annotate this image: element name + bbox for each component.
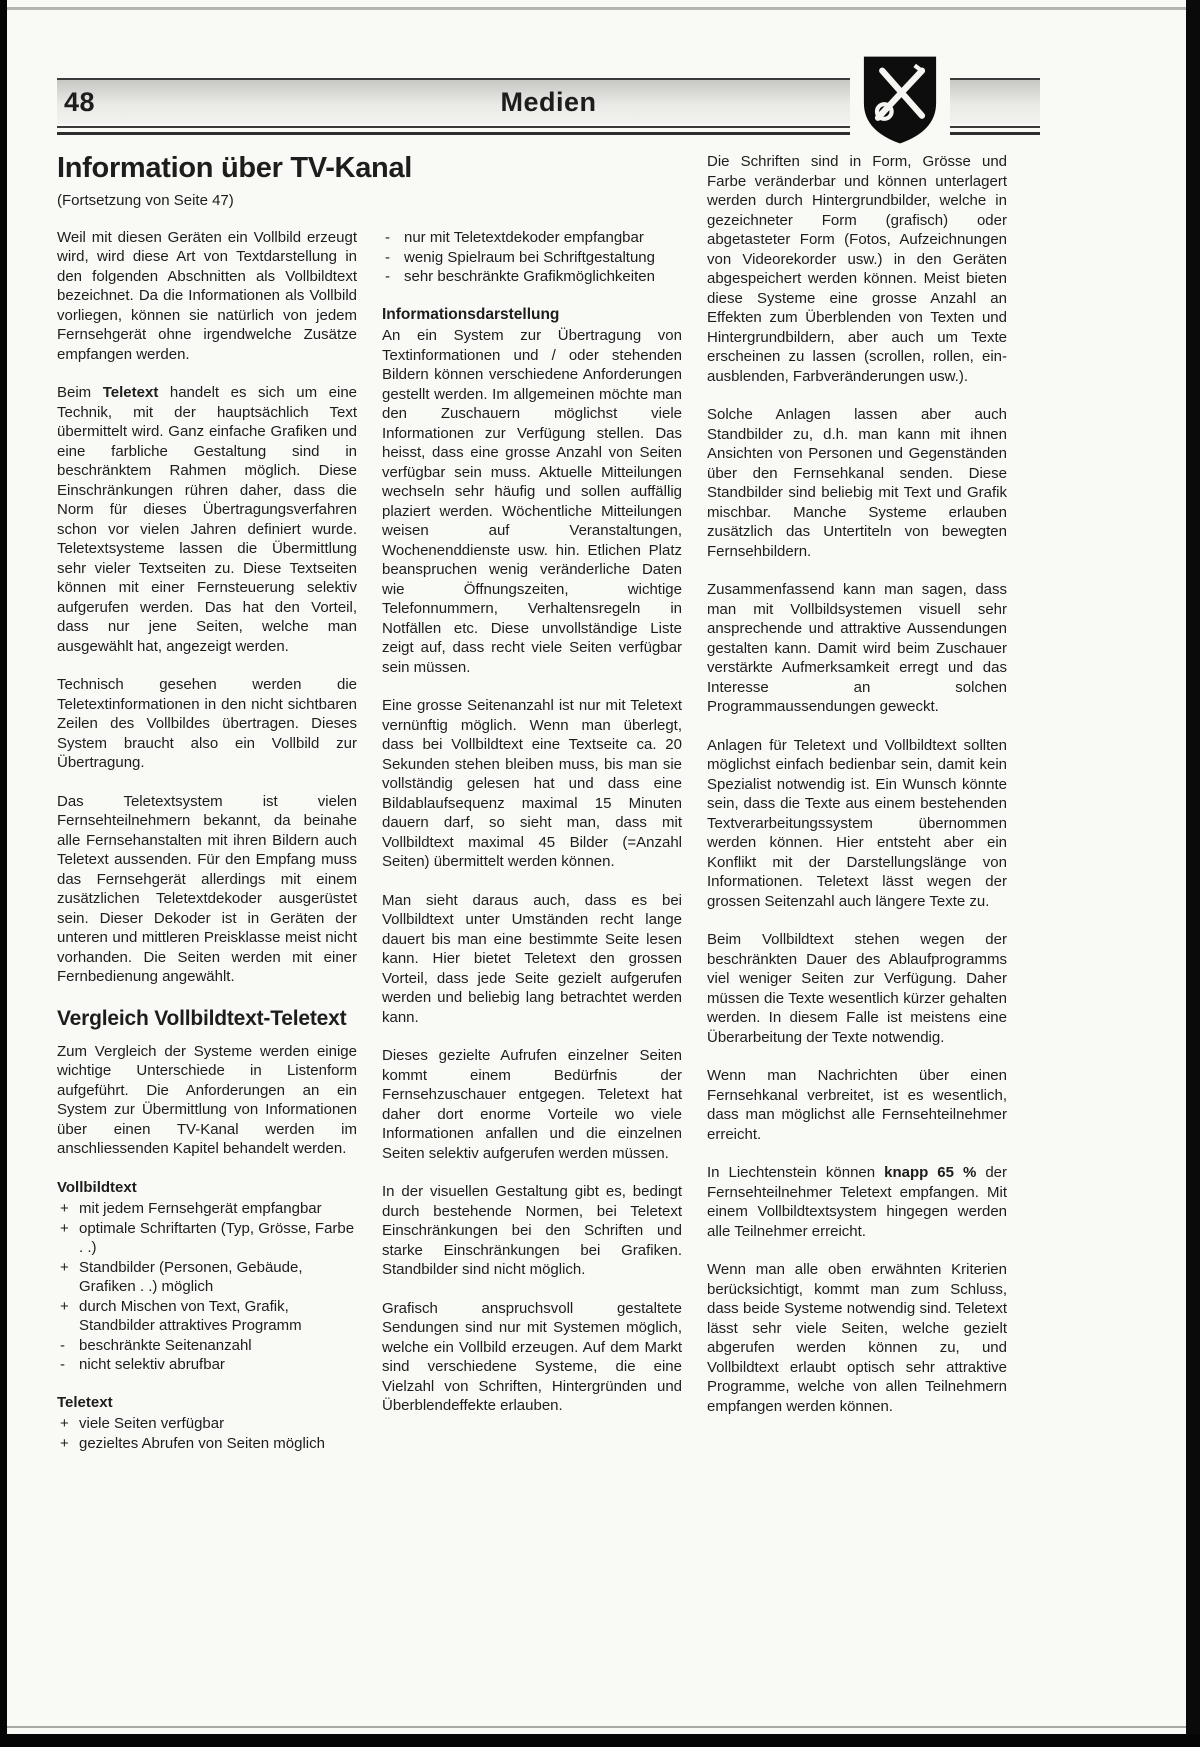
list-item-text: durch Mischen von Text, Grafik, Standbilder attraktives Programm [79,1297,302,1334]
page-number: 48 [64,86,96,117]
plus-marker: + [60,1297,69,1315]
list-item [382,248,682,268]
list-item-text: gezieltes Abrufen von Seiten möglich [79,1434,325,1452]
minus-marker: - [60,1336,65,1354]
list-label-teletext: Teletext [57,1393,113,1411]
list-item [57,1297,357,1336]
list-item-text: viele Seiten verfügbar [79,1415,225,1432]
list-item [57,1219,357,1258]
section-title: Medien [500,86,597,117]
paragraph: Zum Vergleich der Systeme werden einige wichtige Unterschiede in Listenform aufgeführt. Die Anforderungen an ein System zur Übermittlung von Informationen über einen TV-Kanal werden im anschliessenden Kapitel behandelt werden. [57,1042,357,1157]
list-item-text: nicht selektiv abrufbar [79,1356,225,1373]
paragraph: Anlagen für Teletext und Vollbildtext sollten möglichst einfach bedienbar sein, damit kein Spezialist notwendig ist. Ein Wunsch könnte sein, dass die Texte aus einem bestehenden Textverarbeitungssystem übernommen werden können. Hier entsteht aber ein Konflikt mit der Darstellungslänge von Informationen. Teletext lässt wegen der grossen Seitenzahl auch längere Texte zu. [707,736,1007,910]
paragraph: Grafisch anspruchsvoll gestaltete Sendungen sind nur mit Systemen möglich, welche ein Vollbild erzeugen. Auf dem Markt sind verschiedene Systeme, die eine Vielzahl von Schriften, Hintergründen und Überblendeffekte erlauben. [382,1299,682,1414]
paragraph [707,1163,1007,1241]
column-2 [382,152,682,1453]
list-item [57,1199,357,1219]
column-3 [707,152,1007,1453]
column-1 [57,152,413,1453]
scan-edge-right [1186,0,1200,1747]
scan-edge-bottom [0,1734,1200,1747]
plus-marker: + [60,1200,69,1217]
list-item-text: wenig Spielraum bei Schriftgestaltung [404,248,655,266]
list-item-text: mit jedem Fernsehgerät empfangbar [79,1200,322,1217]
paragraph: Die Schriften sind in Form, Grösse und Farbe veränderbar und können unterlagert werden durch Hintergrundbilder, welche in gezeichneter Form (grafisch) oder abgetasteter Form (Fotos, Aufzeichnungen von Videorekorder usw.) in den Geräten abgespeichert werden können. Meist bieten diese Systeme eine grosse Anzahl an Effekten zum Überblenden von Texten und Hintergrundbildern, aber auch um Texte erscheinen zu lassen (scrollen, rollen, ein-ausblenden, Farbveränderungen usw.). [707,153,1007,385]
paragraph: Beim Vollbildtext stehen wegen der beschränkten Dauer des Ablaufprogramms viel weniger Seiten zur Verfügung. Daher müssen die Texte wesentlich kürzer gehalten werden. In diesem Falle ist meistens eine Überarbeitung der Texte notwendig. [707,931,1007,1046]
list-item [57,1336,357,1356]
paragraph-segment: In Liechtenstein können [707,1164,885,1181]
paragraph: Weil mit diesen Geräten ein Vollbild erzeugt wird, wird diese Art von Textdarstellung in den folgenden Abschnitten als Vollbildtext bezeichnet. Da die Informationen als Vollbild vorliegen, können sie natürlich von jedem Fernsehgerät ohne irgendwelche Zusätze empfangen werden. [57,228,357,363]
list-item-text: beschränkte Seitenanzahl [79,1336,252,1354]
bold-statistic: knapp 65 % [884,1164,977,1181]
paragraph: Das Teletextsystem ist vielen Fernsehteilnehmern bekannt, da beinahe alle Fernsehanstalten mit ihren Bildern auch Teletext aussenden. Für den Empfang muss das Fernsehgerät allerdings mit einem zusätzlichen Teletextdekoder ausgerüstet sein. Dieser Dekoder ist in Geräten der unteren und mittleren Preisklasse meist nicht vorhanden. Die Seiten werden mit einer Fernbedienung angewählt. [57,792,357,985]
coat-of-arms-icon [862,55,938,145]
continuation-note: (Fortsetzung von Seite 47) [57,192,234,209]
paragraph: Wenn man Nachrichten über einen Fernsehkanal verbreitet, ist es wesentlich, dass man möglichst alle Fernsehteilnehmer erreicht. [707,1067,1007,1143]
teletext-cons-list [382,228,682,287]
article-body [57,152,1007,1453]
plus-marker: + [60,1434,69,1452]
plus-marker: + [60,1219,69,1237]
list-item [57,1355,357,1375]
vollbildtext-list [57,1199,357,1375]
paragraph: An ein System zur Übertragung von Textinformationen und / oder stehenden Bildern können verschiedene Anforderungen gestellt werden. Im allgemeinen möchte man den Zuschauern möglichst viele Informationen zur Verfügung stellen. Das heisst, dass eine grosse Anzahl von Seiten verfügbar sein muss. Aktuelle Mitteilungen wechseln sehr häufig und sollen auffällig plaziert werden. Wöchentliche Mitteilungen weisen auf Veranstaltungen, Wochenenddienste usw. hin. Etlichen Platz beanspruchen wenig veränderliche Daten wie Öffnungszeiten, wichtige Telefonnummern, Verhaltensregeln in Notfällen etc. Diese unvollständige Liste zeigt auf, dass recht viele Seiten verfügbar sein müssen. [382,327,682,676]
plus-marker: + [60,1415,69,1432]
bottom-rule [7,1726,1186,1728]
paragraph: Solche Anlagen lassen aber auch Standbilder zu, d.h. man kann mit ihnen Ansichten von Personen und Gegenständen über den Fernsehkanal senden. Diese Standbilder sind beliebig mit Text und Grafik mischbar. Manche Systeme erlauben zusätzlich das Untertiteln von bewegten Fernsehbildern. [707,406,1007,560]
paragraph: Dieses gezielte Aufrufen einzelner Seiten kommt einem Bedürfnis der Fernsehzuschauer entgegen. Teletext hat daher dort enorme Vorteile wo viele Informationen anfallen und die einzelnen Seiten selektiv aufgerufen werden müssen. [382,1047,682,1162]
paragraph: Eine grosse Seitenanzahl ist nur mit Teletext vernünftig möglich. Wenn man überlegt, dass bei Vollbildtext eine Textseite ca. 20 Sekunden stehen bleiben muss, bis man sie vollständig gelesen hat und dass eine Bildablaufsequenz maximal 15 Minuten dauern darf, so sieht man, dass mit Vollbildtext maximal 45 Bilder (=Anzahl Seiten) übermittelt werden können. [382,697,682,870]
list-label-vollbildtext: Vollbildtext [57,1178,137,1196]
list-item [57,1414,357,1434]
bold-term-teletext: Teletext [102,384,159,401]
subheading-vergleich: Vergleich Vollbildtext-Teletext [57,1006,347,1030]
paragraph [57,383,357,656]
list-item [382,228,682,248]
list-item [57,1434,357,1454]
minus-marker: - [385,268,390,285]
list-item-text: Standbilder (Personen, Gebäude, Grafiken . .) möglich [79,1258,303,1295]
list-item [382,267,682,287]
list-item-text: nur mit Teletextdekoder empfangbar [404,229,644,246]
minus-marker: - [60,1356,65,1373]
subheading-informationsdarstellung: Informationsdarstellung [382,305,560,323]
list-item-text: sehr beschränkte Grafikmöglichkeiten [404,268,655,285]
paragraph: In der visuellen Gestaltung gibt es, bedingt durch bestehende Normen, bei Teletext Einschränkungen bei den Schriften und starke Einschränkungen bei Grafiken. Standbilder sind nicht möglich. [382,1183,682,1278]
list-item-text: optimale Schriftarten (Typ, Grösse, Farbe . .) [79,1219,355,1256]
article-title: Information über TV-Kanal [57,152,413,184]
paragraph: Wenn man alle oben erwähnten Kriterien berücksichtigt, kommt man zum Schluss, dass beide Systeme notwendig sind. Teletext lässt sehr viele Seiten, welche gezielt abgerufen werden können zu, und Vollbildtext erlaubt optisch sehr attraktive Programme, welche von allen Teilnehmern empfangen werden können. [707,1261,1007,1415]
paragraph: Man sieht daraus auch, dass es bei Vollbildtext unter Umständen recht lange dauert bis man eine bestimmte Seite lesen kann. Hier bietet Teletext den grossen Vorteil, dass jede Seite gezielt aufgerufen werden und beliebig lang betrachtet werden kann. [382,891,682,1026]
list-item [57,1258,357,1297]
scan-edge-left [0,0,7,1747]
paragraph: Technisch gesehen werden die Teletextinformationen in den nicht sichtbaren Zeilen des Vollbildes übertragen. Dieses System braucht also ein Vollbild zur Übertragung. [57,676,357,771]
paragraph-segment: Beim [57,384,103,401]
paragraph-segment: handelt es sich um eine Technik, mit der hauptsächlich Text übermittelt wird. Ganz einfache Grafiken und eine farbliche Gestaltung sind in beschränktem Rahmen möglich. Diese Einschränkungen rühren daher, dass die Norm für dieses Übertragungsverfahren schon vor vielen Jahren definiert wurde. Teletextsysteme lassen die Übermittlung sehr vieler Textseiten zu. Diese Textseiten können mit einer Fernsteuerung selektiv aufgerufen werden. Das hat den Vorteil, dass nur jene Seiten, welche man ausgewählt hat, angezeigt werden. [57,384,358,655]
top-rule [7,7,1186,10]
paragraph-segment: der Fernsehteilnehmer Teletext empfangen. Mit einem Vollbildtextsystem hingegen werden alle Teilnehmer erreicht. [707,1164,1008,1240]
logo-box [850,51,950,149]
teletext-list [57,1414,357,1453]
plus-marker: + [60,1258,69,1276]
page-header [57,78,1040,135]
minus-marker: - [385,248,390,266]
minus-marker: - [385,229,390,246]
paragraph: Zusammenfassend kann man sagen, dass man mit Vollbildsystemen visuell sehr ansprechende und attraktive Aussendungen gestalten kann. Damit wird beim Zuschauer verstärkte Aufmerksamkeit erregt und das Interesse an solchen Programmaussendungen geweckt. [707,581,1007,715]
